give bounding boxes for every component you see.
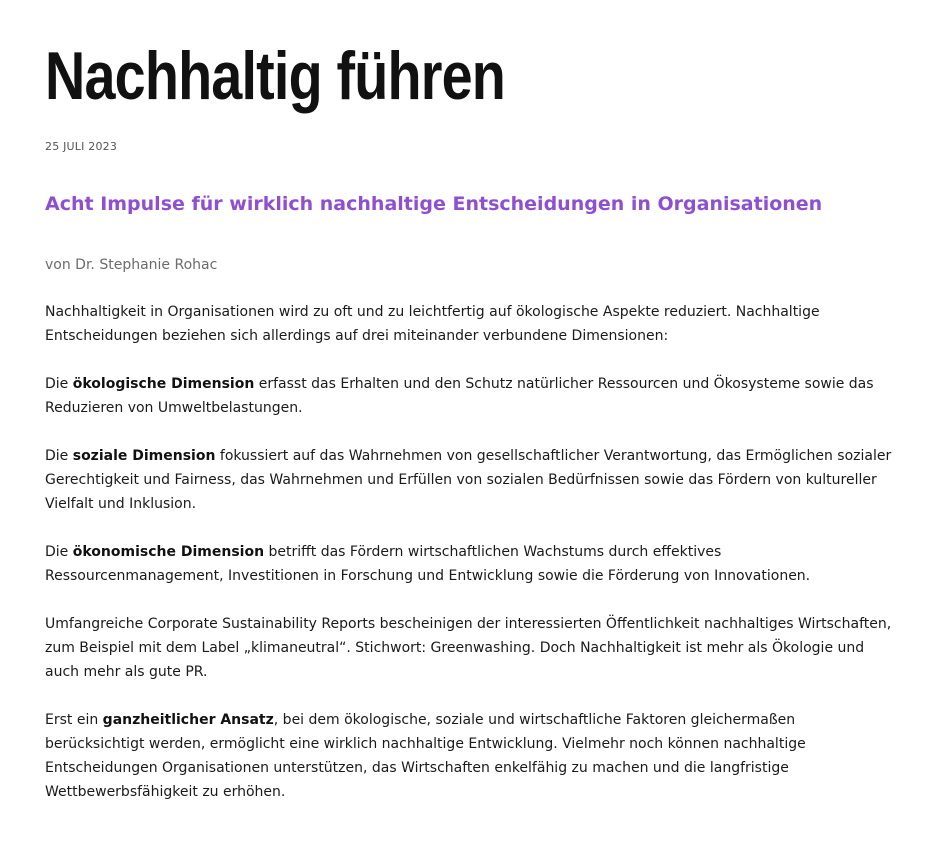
- paragraph-intro: Nachhaltigkeit in Organisationen wird zu oft und zu leichtfertig auf ökologische Aspekte reduziert. Nachhaltige Entscheidungen beziehen sich allerdings auf drei miteinander verbundene Dimensionen:: [45, 304, 820, 344]
- publish-date: 25 JULI 2023: [45, 140, 118, 153]
- paragraph-text: , bei dem ökologische, soziale und wirtschaftliche Faktoren gleichermaßen berücksichtigt werden, ermöglicht eine wirklich nachhaltige Entwicklung. Vielmehr noch können nachhaltige Entscheidungen Organisationen unterstützen, das Wirtschaften enkelfähig zu machen und die langfristige Wettbewerbsfähigkeit zu erhöhen.: [45, 712, 806, 800]
- paragraph-emphasis: soziale Dimension: [72, 448, 216, 464]
- article-subtitle: Acht Impulse für wirklich nachhaltige Entscheidungen in Organisationen: [45, 193, 823, 215]
- author-byline: von Dr. Stephanie Rohac: [45, 257, 218, 273]
- paragraph-text: Erst ein: [45, 712, 103, 728]
- paragraph-ecological-dimension: [45, 372, 895, 420]
- paragraph-text: Die: [45, 448, 73, 464]
- paragraph-text: Die: [45, 376, 73, 392]
- paragraph-text: fokussiert auf das Wahrnehmen von gesellschaftlicher Verantwortung, das Ermöglichen sozialer Gerechtigkeit und Fairness, das Wahrnehmen und Erfüllen von sozialen Bedürfnissen sowie das Fördern von kultureller Vielfalt und Inklusion.: [45, 448, 892, 512]
- page-title: Nachhaltig führen: [45, 38, 506, 114]
- paragraph-emphasis: ganzheitlicher Ansatz: [102, 712, 274, 728]
- paragraph-text: erfasst das Erhalten und den Schutz natürlicher Ressourcen und Ökosysteme sowie das Reduzieren von Umweltbelastungen.: [45, 376, 874, 416]
- paragraph-text: betrifft das Fördern wirtschaftlichen Wachstums durch effektives Ressourcenmanagement, Investitionen in Forschung und Entwicklung sowie die Förderung von Innovationen.: [45, 544, 811, 584]
- paragraph-text: Die: [45, 544, 73, 560]
- paragraph-economic-dimension: [45, 540, 895, 588]
- paragraph-emphasis: ökologische Dimension: [72, 376, 255, 392]
- paragraph-greenwashing: Umfangreiche Corporate Sustainability Reports bescheinigen der interessierten Öffentlichkeit nachhaltiges Wirtschaften, zum Beispiel mit dem Label „klimaneutral“. Stichwort: Greenwashing. Doch Nachhaltigkeit ist mehr als Ökologie und auch mehr als gute PR.: [45, 616, 892, 680]
- paragraph-emphasis: ökonomische Dimension: [72, 544, 265, 560]
- paragraph-social-dimension: [45, 444, 895, 516]
- paragraph-holistic-approach: [45, 708, 895, 804]
